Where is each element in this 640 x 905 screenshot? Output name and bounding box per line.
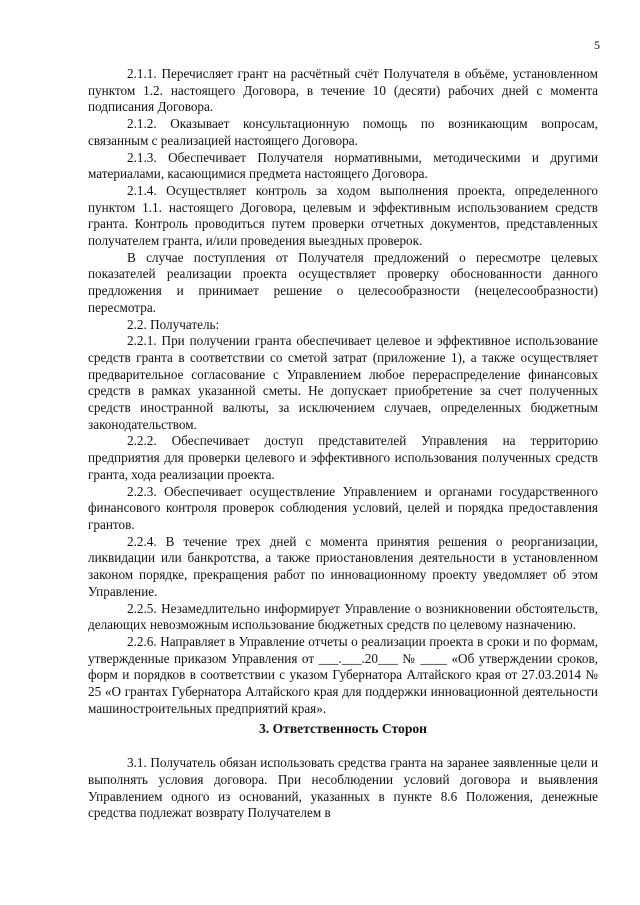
clause-2-2-2: 2.2.2. Обеспечивает доступ представителей Управления на территорию предприятия для проверки целевого и эффективного использования полученных средств гранта, хода реализации проекта. [88,433,598,482]
clause-2-1-1: 2.1.1. Перечисляет грант на расчётный счёт Получателя в объёме, установленном пунктом 1.2. настоящего Договора, в течение 10 (десяти) рабочих дней с момента подписания Договора. [88,66,598,115]
clause-3-1: 3.1. Получатель обязан использовать средства гранта на заранее заявленные цели и выполнять условия договора. При несоблюдении условий договора и выявления Управлением одного из оснований, указанных в пункте 8.6 Положения, денежные средства подлежат возврату Получателем в [88,755,598,821]
clause-2-2-5: 2.2.5. Незамедлительно информирует Управление о возникновении обстоятельств, делающих невозможным использование бюджетных средств по целевому назначению. [88,600,598,633]
clause-2-2: 2.2. Получатель: [127,316,220,332]
clause-2-2-6: 2.2.6. Направляет в Управление отчеты о реализации проекта в сроки и по формам, утвержденные приказом Управления от ___.___.20___ № ____ «Об утверждении сроков, форм и порядков в соответствии с указом Губернатора Алтайского края от 27.03.2014 № 25 «О грантах Губернатора Алтайского края для поддержки инновационной деятельности машиностроительных предприятий края». [88,633,598,716]
section-heading: 3. Ответственность Сторон [258,721,428,737]
clause-2-1-2: 2.1.2. Оказывает консультационную помощь по возникающим вопросам, связанным с реализацией настоящего Договора. [88,116,598,148]
page-number: 5 [594,38,600,52]
clause-2-1-3: 2.1.3. Обеспечивает Получателя нормативными, методическими и другими материалами, касающимися предмета настоящего Договора. [88,149,598,182]
review-paragraph: В случае поступления от Получателя предложений о пересмотре целевых показателей реализации проекта осуществляет проверку обоснованности данного предложения и принимает решение о целесообразности (нецелесообразности) пересмотра. [88,249,598,315]
document-body [88,66,598,822]
clause-2-2-4: 2.2.4. В течение трех дней с момента принятия решения о реорганизации, ликвидации или банкротства, а также приостановления деятельности в установленном законом порядке, прекращения работ по инновационному проекту уведомляет об этом Управление. [88,533,598,599]
clause-2-2-1: 2.2.1. При получении гранта обеспечивает целевое и эффективное использование средств гранта в соответствии со сметой затрат (приложение 1), а также осуществляет предварительное согласование с Управлением любое перераспределение финансовых средств в рамках указанной сметы. Не допускает приобретение за счет полученных средств иностранной валюты, за исключением случаев, определенных бюджетным законодательством. [88,333,598,432]
clause-2-2-3: 2.2.3. Обеспечивает осуществление Управлением и органами государственного финансового контроля проверок соблюдения условий, целей и порядка предоставления грантов. [88,483,598,532]
clause-2-1-4: 2.1.4. Осуществляет контроль за ходом выполнения проекта, определенного пунктом 1.1. настоящего Договора, целевым и эффективным использованием средств гранта. Контроль проводиться путем проверки отчетных документов, представленных получателем гранта, и/или проведения выездных проверок. [88,182,598,249]
